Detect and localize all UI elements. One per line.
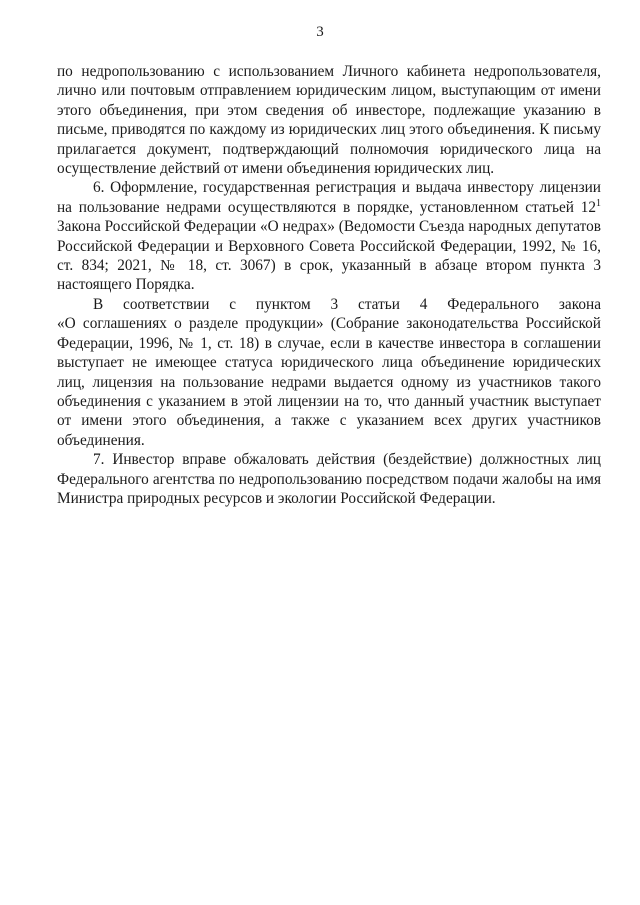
paragraph-item-6-text-end: Закона Российской Федерации «О недрах» (Ведомости Съезда народных депутатов Российской Федерации и Верховного Совета Российской Федерации, 1992, № 16, ст. 834; 2021, № 18, ст. 3067) в срок, указанный в абзаце втором пункта 3 настоящего Порядка. <box>57 218 601 294</box>
paragraph-continuation: по недропользованию с использованием Личного кабинета недропользователя, лично или почтовым отправлением юридическим лицом, выступающим от имени этого объединения, при этом сведения об инвесторе, подлежащие указанию в письме, приводятся по каждому из юридических лиц этого объединения. К письму прилагается документ, подтверждающий полномочия юридического лица на осуществление действий от имени объединения юридических лиц. <box>57 63 601 178</box>
page-number: 3 <box>316 24 324 40</box>
article-superscript: 1 <box>596 197 601 209</box>
paragraph-item-6-text-start: 6. Оформление, государственная регистрация и выдача инвестору лицензии на пользование недрами осуществляются в порядке, установленном статьей 12 <box>57 179 601 216</box>
document-body <box>57 62 601 508</box>
paragraph-item-6-second-rest: «О соглашениях о разделе продукции» (Собрание законодательства Российской Федерации, 1996, № 1, ст. 18) в случае, если в качестве инвестора в соглашении выступает не имеющее статуса юридического лица объединение юридических лиц, лицензия на пользование недрами выдается одному из участников такого объединения с указанием в этой лицензии на то, что данный участник выступает от имени этого объединения, а также с указанием всех других участников объединения. <box>57 315 601 449</box>
paragraph-item-6-second <box>57 295 601 450</box>
paragraph-item-6-second-first-line: В соответствии с пунктом 3 статьи 4 Федерального закона <box>93 295 601 313</box>
paragraph-item-7: 7. Инвестор вправе обжаловать действия (бездействие) должностных лиц Федерального агентства по недропользованию посредством подачи жалобы на имя Министра природных ресурсов и экологии Российской Федерации. <box>57 451 601 507</box>
paragraph-item-6 <box>57 178 601 294</box>
